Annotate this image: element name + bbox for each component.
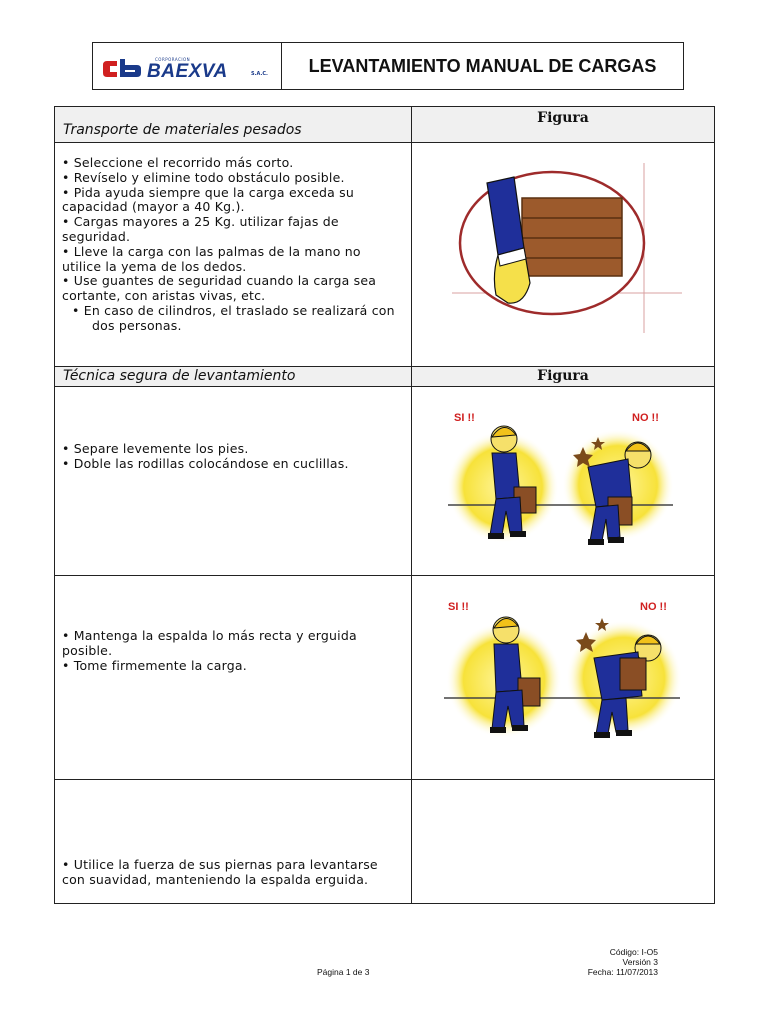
technique-list <box>55 780 411 888</box>
logo-company-name: BAEXVA <box>147 61 228 82</box>
section1-figure-cell <box>412 143 715 367</box>
yes-label: SI !! <box>454 412 475 424</box>
squat-vs-bend-illustration <box>448 407 678 557</box>
document-code: Código: I-O5 <box>609 947 658 957</box>
list-item: • Pida ayuda siempre que la carga exceda su capacidad (mayor a 40 Kg.). <box>62 184 354 215</box>
content-table <box>54 106 715 904</box>
logo-corporation-text: CORPORACION <box>155 57 191 62</box>
section1-title: Transporte de materiales pesados <box>63 122 302 138</box>
section1-header-row <box>55 107 715 143</box>
section2-title-cell <box>55 367 412 387</box>
technique-row-3 <box>55 780 715 904</box>
section1-bullet-list <box>55 143 411 334</box>
technique-row-1 <box>55 387 715 576</box>
technique-figure-cell <box>412 387 715 576</box>
section2-figure-label: Figura <box>537 368 589 384</box>
document-control-block <box>540 947 658 977</box>
section2-title: Técnica segura de levantamiento <box>63 368 296 384</box>
technique-list <box>55 576 411 673</box>
section2-figure-head-cell <box>412 367 715 387</box>
technique-row-2 <box>55 576 715 780</box>
list-item: • Cargas mayores a 25 Kg. utilizar fajas de seguridad. <box>62 214 339 244</box>
yes-label: SI !! <box>448 601 469 613</box>
list-item: • Mantenga la espalda lo más recta y erguida posible. <box>62 628 357 658</box>
logo-sac-text: S.A.C. <box>251 71 268 77</box>
technique-list <box>55 387 411 472</box>
section1-text-cell <box>55 143 412 367</box>
technique-figure-cell <box>412 576 715 780</box>
list-item: • Revíselo y elimine todo obstáculo posible. <box>62 169 345 185</box>
technique-text-cell <box>55 576 412 780</box>
section1-title-cell <box>55 107 412 143</box>
logo-mark-icon <box>103 59 143 79</box>
document-title: LEVANTAMIENTO MANUAL DE CARGAS <box>308 55 657 76</box>
straight-back-illustration <box>444 596 684 756</box>
list-item: • Utilice la fuerza de sus piernas para levantarse con suavidad, manteniendo la espalda erguida. <box>62 857 378 887</box>
list-item: • Lleve la carga con las palmas de la mano no utilice la yema de los dedos. <box>62 243 361 274</box>
section1-content-row <box>55 143 715 367</box>
document-date: Fecha: 11/07/2013 <box>587 967 658 977</box>
document-header <box>92 42 684 90</box>
no-label: NO !! <box>640 601 667 613</box>
list-item: • Seleccione el recorrido más corto. <box>62 155 294 170</box>
list-item: • Separe levemente los pies. <box>62 441 249 456</box>
technique-text-cell <box>55 387 412 576</box>
page-number: Página 1 de 3 <box>317 967 370 977</box>
section2-header-row <box>55 367 715 387</box>
section1-figure-label: Figura <box>537 110 589 126</box>
no-label: NO !! <box>632 412 659 424</box>
list-item: • Tome firmemente la carga. <box>62 657 247 673</box>
technique-figure-cell-empty <box>412 780 715 904</box>
section1-figure-head-cell <box>412 107 715 143</box>
sub-list-item: • En caso de cilindros, el traslado se realizará con dos personas. <box>72 302 395 333</box>
list-item: • Doble las rodillas colocándose en cuclillas. <box>62 455 349 471</box>
document-version: Versión 3 <box>622 957 658 967</box>
list-item: • Use guantes de seguridad cuando la carga sea cortante, con aristas vivas, etc. <box>62 273 377 304</box>
technique-text-cell <box>55 780 412 904</box>
carrying-load-illustration <box>452 163 682 333</box>
company-logo <box>93 43 282 89</box>
